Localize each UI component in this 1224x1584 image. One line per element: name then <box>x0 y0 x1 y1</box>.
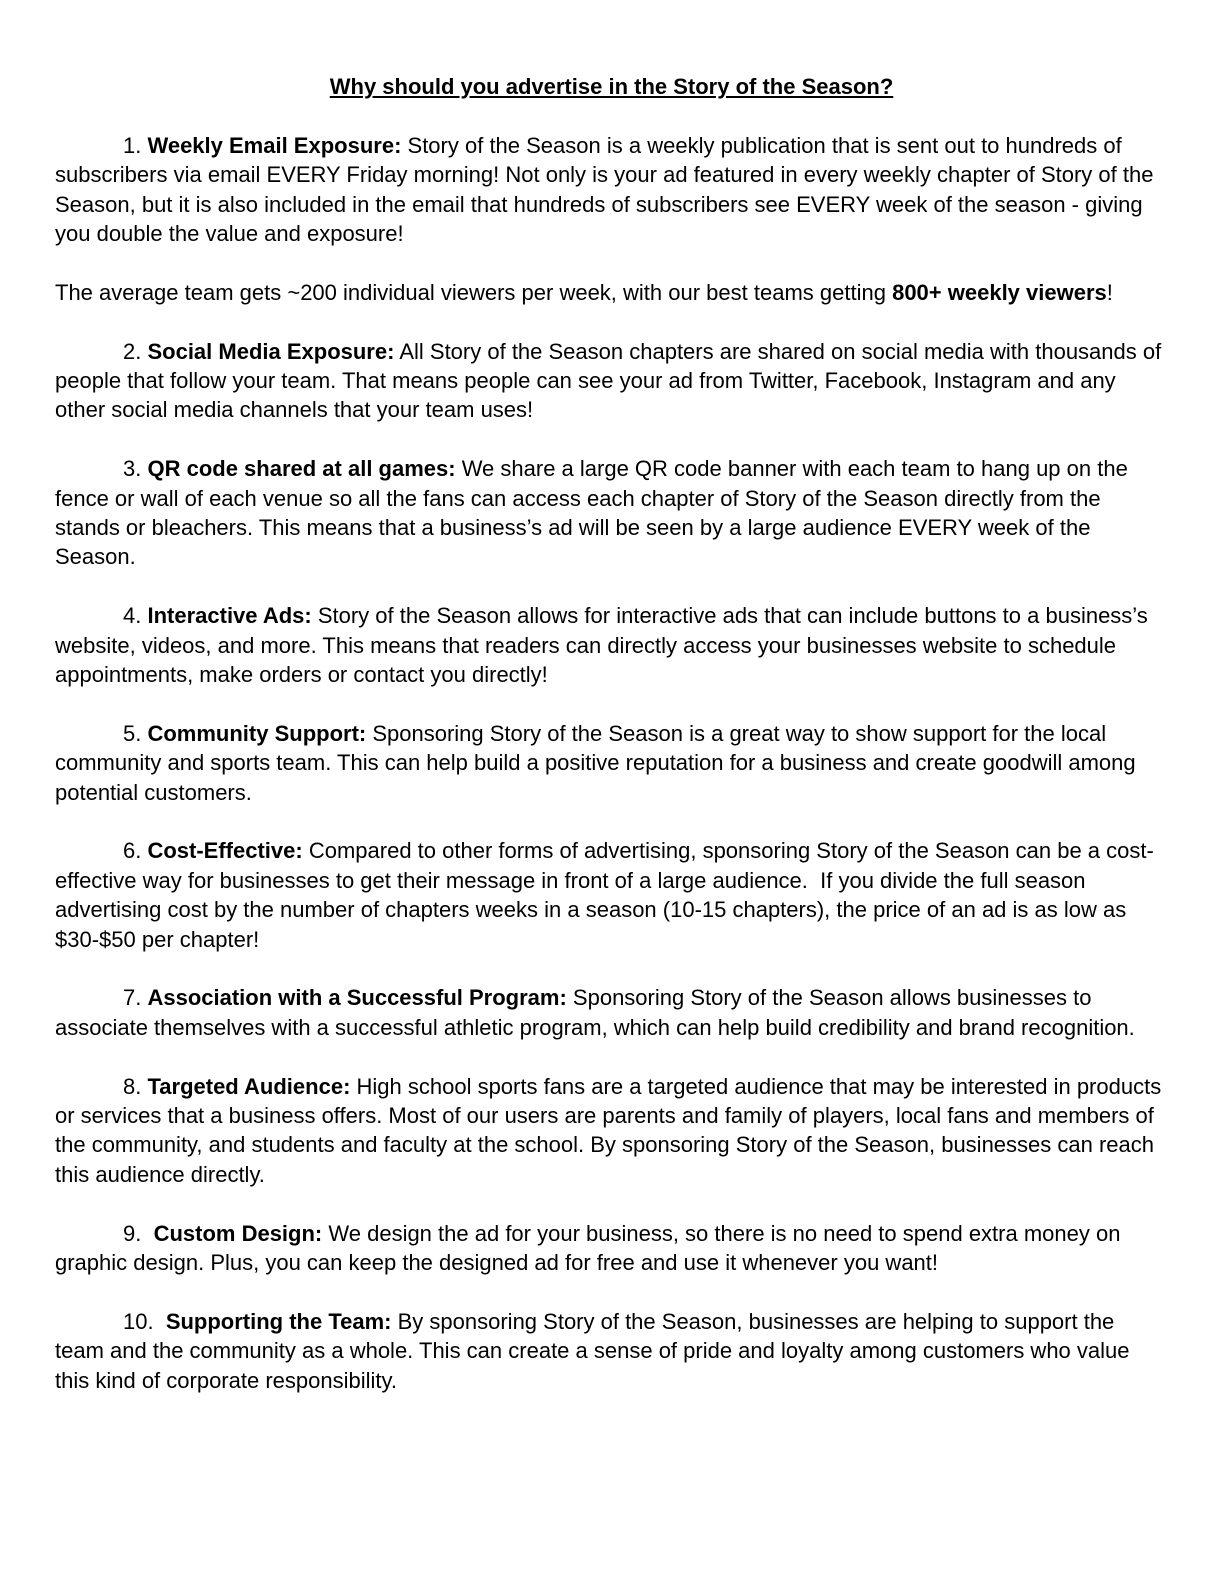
text-run: ! <box>1106 279 1113 305</box>
bold-text-run: Interactive Ads: <box>147 603 312 629</box>
paragraph <box>55 836 1168 954</box>
paragraph <box>55 1219 1168 1278</box>
text-run: High school sports fans are a targeted audience that may be interested in products or services that a business offers. Most of our users are parents and family of players, local fans and members of the community, and students and faculty at the school. By sponsoring Story of the Season, businesses can reach this audience directly. <box>55 1073 1168 1187</box>
bold-text-run: Social Media Exposure: <box>147 338 395 364</box>
text-run: 6. <box>123 838 148 864</box>
text-run: 5. <box>123 720 148 746</box>
paragraph <box>55 983 1168 1042</box>
paragraph <box>55 601 1168 689</box>
text-run: 9. <box>123 1220 154 1246</box>
bold-text-run: Weekly Email Exposure: <box>147 132 402 158</box>
paragraph <box>55 454 1168 572</box>
bold-text-run: Cost-Effective: <box>147 838 303 864</box>
text-run: Compared to other forms of advertising, sponsoring Story of the Season can be a cost-effective way for businesses to get their message in front of a large audience. If you divide the full season advertising cost by the number of chapters weeks in a season (10-15 chapters), the price of an ad is as low as $30-$50 per chapter! <box>55 838 1154 952</box>
paragraph <box>55 278 1168 307</box>
paragraph <box>55 719 1168 807</box>
text-run: Sponsoring Story of the Season is a great way to show support for the local community and sports team. This can help build a positive reputation for a business and create goodwill among potential customers. <box>55 720 1142 805</box>
paragraph <box>55 337 1168 425</box>
text-run: We design the ad for your business, so there is no need to spend extra money on graphic design. Plus, you can keep the designed ad for free and use it whenever you want! <box>55 1220 1127 1276</box>
text-run: We share a large QR code banner with each team to hang up on the fence or wall of each venue so all the fans can access each chapter of Story of the Season directly from the stands or bleachers. This means that a business’s ad will be seen by a large audience EVERY week of the Season. <box>55 456 1134 570</box>
bold-text-run: Custom Design: <box>153 1220 323 1246</box>
text-run: Sponsoring Story of the Season allows businesses to associate themselves with a successful athletic program, which can help build credibility and brand recognition. <box>55 985 1135 1040</box>
paragraph <box>55 131 1168 249</box>
text-run: All Story of the Season chapters are shared on social media with thousands of people that follow your team. That means people can see your ad from Twitter, Facebook, Instagram and any other social media channels that your team uses! <box>55 338 1168 423</box>
text-run: The average team gets ~200 individual viewers per week, with our best teams getting <box>55 279 893 305</box>
bold-text-run: Community Support: <box>147 720 367 746</box>
document-title: Why should you advertise in the Story of the Season? <box>329 74 894 99</box>
text-run: 10. <box>123 1308 166 1334</box>
text-run: 2. <box>123 338 148 364</box>
text-run: Story of the Season allows for interactive ads that can include buttons to a business’s website, videos, and more. This means that readers can directly access your businesses website to schedule appointments, make orders or contact you directly! <box>55 603 1154 688</box>
text-run: By sponsoring Story of the Season, businesses are helping to support the team and the community as a whole. This can create a sense of pride and loyalty among customers who value this kind of corporate responsibility. <box>55 1308 1136 1393</box>
bold-text-run: Supporting the Team: <box>165 1308 392 1334</box>
paragraph <box>55 1307 1168 1395</box>
paragraph <box>55 1072 1168 1190</box>
text-run: 4. <box>123 603 148 629</box>
text-run: 8. <box>123 1073 148 1099</box>
bold-text-run: Association with a Successful Program: <box>147 985 567 1011</box>
bold-text-run: 800+ weekly viewers <box>892 279 1107 305</box>
text-run: 1. <box>123 132 148 158</box>
text-run: 3. <box>123 456 148 482</box>
text-run: Story of the Season is a weekly publication that is sent out to hundreds of subscribers via email EVERY Friday morning! Not only is your ad featured in every weekly chapter of Story of the Season, but it is also included in the email that hundreds of subscribers see EVERY week of the season - giving you double the value and exposure! <box>55 132 1160 247</box>
document-body <box>55 131 1168 1395</box>
text-run: 7. <box>123 985 148 1011</box>
bold-text-run: Targeted Audience: <box>147 1073 351 1099</box>
bold-text-run: QR code shared at all games: <box>147 456 456 482</box>
